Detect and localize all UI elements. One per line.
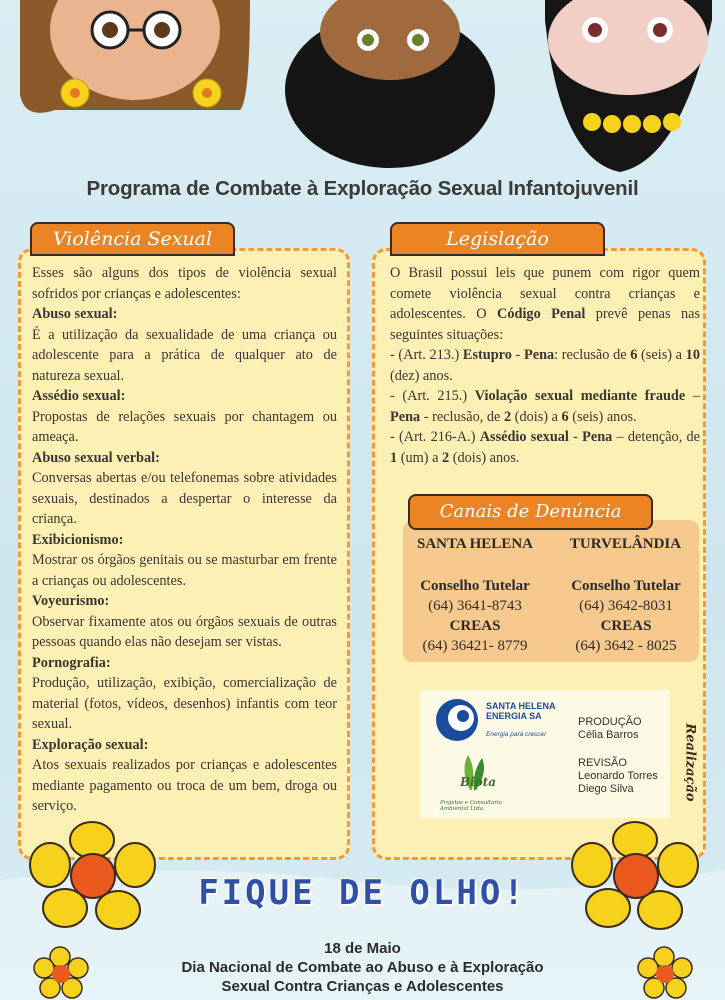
girl-glasses-illustration — [20, 0, 250, 113]
item-heading: Exploração sexual: — [32, 736, 149, 753]
violencia-intro: Esses são alguns dos tipos de violência sexual sofridos por crianças e adolescentes: — [32, 265, 337, 302]
legislacao-text — [390, 263, 700, 468]
article-215: - (Art. 215.) Violação sexual mediante fraude – Pena - reclusão, de 2 (dois) a 6 (seis) anos. — [390, 388, 700, 425]
item-text: Conversas abertas e/ou telefonemas sobre atividades sexuais, destinados a despertar o interesse da criança. — [32, 470, 337, 527]
item-heading: Abuso sexual: — [32, 306, 118, 322]
creas-phone: (64) 3642 - 8025 — [575, 638, 677, 654]
city-turvelandia: TURVELÂNDIA — [569, 536, 682, 552]
revisao-name-2: Diego Silva — [578, 783, 634, 795]
item-text: Produção, utilização, exibição, comercialização de material (fotos, vídeos, desenhos) infantis com teor sexual. — [32, 675, 337, 732]
conselho-phone: (64) 3642-8031 — [579, 598, 673, 614]
campaign-line-2: Sexual Contra Crianças e Adolescentes — [221, 978, 504, 995]
conselho-label: Conselho Tutelar — [420, 578, 530, 594]
creas-phone: (64) 36421- 8779 — [422, 638, 528, 654]
producao-name: Célia Barros — [578, 729, 639, 741]
item-heading: Voyeurismo: — [32, 593, 110, 609]
revisao-name-1: Leonardo Torres — [578, 770, 658, 782]
creas-label: CREAS — [449, 618, 501, 634]
item-text: Observar fixamente atos ou órgãos sexuais de outras pessoas quando elas não desejam ser vistas. — [32, 613, 337, 650]
biota-subtitle: Projetos e Consultoria Ambiental Ltda. — [440, 800, 503, 812]
item-text: Mostrar os órgãos genitais ou se masturbar em frente a crianças ou adolescentes. — [32, 552, 337, 589]
slogan: FIQUE DE OLHO! — [198, 873, 527, 913]
page-title: Programa de Combate à Exploração Sexual Infantojuvenil — [86, 177, 639, 200]
children-illustration — [0, 0, 725, 175]
contacts-santa-helena — [405, 576, 545, 656]
date-line: 18 de Maio — [324, 940, 401, 957]
legislacao-tab: Legislação — [390, 222, 605, 256]
legislacao-intro: O Brasil possui leis que punem com rigor quem comete violência sexual contra crianças e adolescentes. O Código Penal prevê penas nas seguintes situações: — [390, 265, 701, 343]
conselho-label: Conselho Tutelar — [571, 578, 681, 594]
item-heading: Assédio sexual: — [32, 388, 126, 404]
item-heading: Abuso sexual verbal: — [32, 449, 160, 466]
santa-helena-tagline: Energia para crescer — [486, 731, 547, 738]
article-213: - (Art. 213.) Estupro - Pena: reclusão de 6 (seis) a 10 (dez) anos. — [390, 347, 700, 384]
creas-label: CREAS — [600, 618, 652, 634]
campaign-line-1: Dia Nacional de Combate ao Abuso e à Exploração — [181, 959, 544, 976]
item-text: É a utilização da sexualidade de uma criança ou adolescente para a prática de qualquer ato de natureza sexual. — [32, 326, 337, 384]
boy-curly-hair-illustration — [285, 0, 495, 168]
violencia-tab: Violência Sexual — [30, 222, 235, 256]
realizacao-label: Realização — [682, 723, 698, 802]
conselho-phone: (64) 3641-8743 — [428, 598, 522, 614]
violencia-text — [32, 263, 337, 817]
girl-dark-hair-illustration — [545, 0, 712, 172]
santa-helena-name: SANTA HELENA ENERGIA SA — [486, 701, 556, 721]
article-216a: - (Art. 216-A.) Assédio sexual - Pena – detenção, de 1 (um) a 2 (dois) anos. — [390, 429, 700, 466]
contacts-turvelandia — [556, 576, 696, 656]
item-heading: Pornografia: — [32, 654, 111, 671]
item-heading: Exibicionismo: — [32, 531, 124, 548]
biota-name: Biota — [460, 775, 497, 789]
canais-tab: Canais de Denúncia — [408, 494, 653, 530]
city-santa-helena: SANTA HELENA — [416, 536, 533, 552]
revisao-label: REVISÃO — [578, 757, 627, 769]
item-text: Propostas de relações sexuais por chantagem ou ameaça. — [32, 408, 337, 445]
item-text: Atos sexuais realizados por crianças e adolescentes mediante pagamento ou troca de um bem, droga ou serviço. — [32, 757, 337, 814]
producao-label: PRODUÇÃO — [578, 716, 642, 728]
